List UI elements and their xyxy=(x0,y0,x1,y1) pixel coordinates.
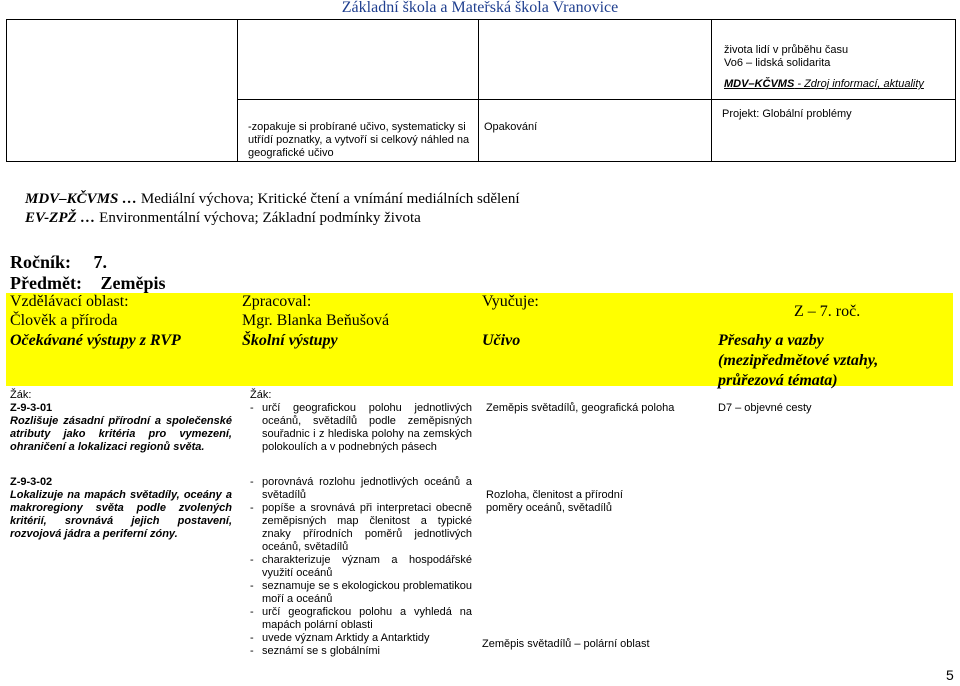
author-label: Zpracoval: xyxy=(242,293,312,310)
theme-code: MDV–KČVMS … xyxy=(25,191,138,207)
col-header-outcomes: Školní výstupy xyxy=(242,332,338,349)
zak-label: Žák: xyxy=(10,389,32,401)
mdv-line xyxy=(724,78,952,91)
grade-value: 7. xyxy=(93,252,108,272)
table-col-divider-2 xyxy=(478,19,479,162)
outcome-item: - porovnává rozlohu jednotlivých oceánů a světadílů xyxy=(250,476,472,502)
outcome-item: - popíše a srovnává při interpretaci obecně zeměpisných map členitost a typické znaky přírodních poměrů jednotlivých oceánů, světadílů xyxy=(250,502,472,554)
theme-code: EV-ZPŽ … xyxy=(25,210,96,226)
cross-line: Vo6 – lidská solidarita xyxy=(724,57,831,69)
subject-line xyxy=(10,273,165,294)
cross-line: života lidí v průběhu času xyxy=(724,44,849,56)
row1-curriculum: Zeměpis světadílů, geografická poloha xyxy=(486,402,675,414)
rvp-code: Z-9-3-02 xyxy=(10,476,53,488)
theme-text: Environmentální výchova; Základní podmínky života xyxy=(95,210,421,226)
grade-label: Ročník: xyxy=(10,252,72,272)
table-border-left xyxy=(6,19,7,162)
cross-topics-cell xyxy=(724,44,952,91)
zak-label: Žák: xyxy=(250,389,272,401)
project-text: Projekt: Globální problémy xyxy=(722,108,852,120)
outcome-item: - seznámí se s globálními xyxy=(250,645,472,658)
outcome-item: - uvede význam Arktidy a Antarktidy xyxy=(250,632,472,645)
mdv-text: - Zdroj informací, aktuality xyxy=(794,78,924,90)
outcome-item: - seznamuje se s ekologickou problematikou moří a oceánů xyxy=(250,580,472,606)
row2-rvp-cell xyxy=(10,476,232,541)
teacher-label: Vyučuje: xyxy=(482,293,539,310)
col-header-curriculum: Učivo xyxy=(482,332,521,349)
page-number: 5 xyxy=(946,667,954,683)
table-border-bottom xyxy=(6,161,955,162)
rvp-text: Lokalizuje na mapách světadíly, oceány a makroregiony světa podle zvolených kritérií, srovnává jejich postavení, rozvojová jádra a periferní zóny. xyxy=(10,489,232,540)
grade-line xyxy=(10,252,107,273)
author-value: Mgr. Blanka Beňušová xyxy=(242,312,390,329)
col-header-rvp: Očekávané výstupy z RVP xyxy=(10,332,181,349)
outcome-item: - určí geografickou polohu jednotlivých oceánů, světadílů podle zeměpisných souřadnic i z hlediska polohy na zemských polokoulích a v podnebných pásech xyxy=(250,402,472,454)
rvp-text: Rozlišuje zásadní přírodní a společenské atributy jako kritéria pro vymezení, ohraničení a lokalizaci regionů světa. xyxy=(10,415,232,453)
school-header: Základní škola a Mateřská škola Vranovice xyxy=(341,0,619,16)
row1-rvp-cell xyxy=(10,389,232,454)
table-border-right xyxy=(955,19,956,162)
hours-text: Z – 7. roč. xyxy=(794,303,861,320)
rvp-code: Z-9-3-01 xyxy=(10,402,53,414)
area-label: Vzdělávací oblast: xyxy=(10,293,129,310)
subject-value: Zeměpis xyxy=(100,273,166,293)
table-col-divider-1 xyxy=(237,19,238,162)
row1-outcome-cell xyxy=(250,389,472,454)
theme-text: Mediální výchova; Kritické čtení a vnímání mediálních sdělení xyxy=(137,191,520,207)
theme-line-2 xyxy=(25,209,925,228)
table-border-top xyxy=(6,19,955,20)
outcome-item: - určí geografickou polohu a vyhledá na mapách polární oblasti xyxy=(250,606,472,632)
subject-label: Předmět: xyxy=(10,273,82,293)
outcome-item: - charakterizuje význam a hospodářské využití oceánů xyxy=(250,554,472,580)
review-curriculum: Opakování xyxy=(484,121,538,133)
col-header-cross: Přesahy a vazby (mezipředmětové vztahy, průřezová témata) xyxy=(718,332,879,389)
row2-curriculum-b: Zeměpis světadílů – polární oblast xyxy=(482,638,650,650)
table-row-divider xyxy=(237,99,955,100)
mdv-code: MDV–KČVMS xyxy=(724,78,795,90)
row2-curriculum-a: Rozloha, členitost a přírodní poměry oceánů, světadílů xyxy=(486,489,623,514)
review-outcome: -zopakuje si probírané učivo, systematicky si utřídí poznatky, a vytvoří si celkový náhled na geografické učivo xyxy=(248,121,470,159)
area-value: Člověk a příroda xyxy=(10,312,118,329)
row2-outcome-cell xyxy=(250,476,472,658)
table-col-divider-3 xyxy=(711,19,712,162)
theme-line-1 xyxy=(25,190,925,209)
row1-cross: D7 – objevné cesty xyxy=(718,402,812,414)
